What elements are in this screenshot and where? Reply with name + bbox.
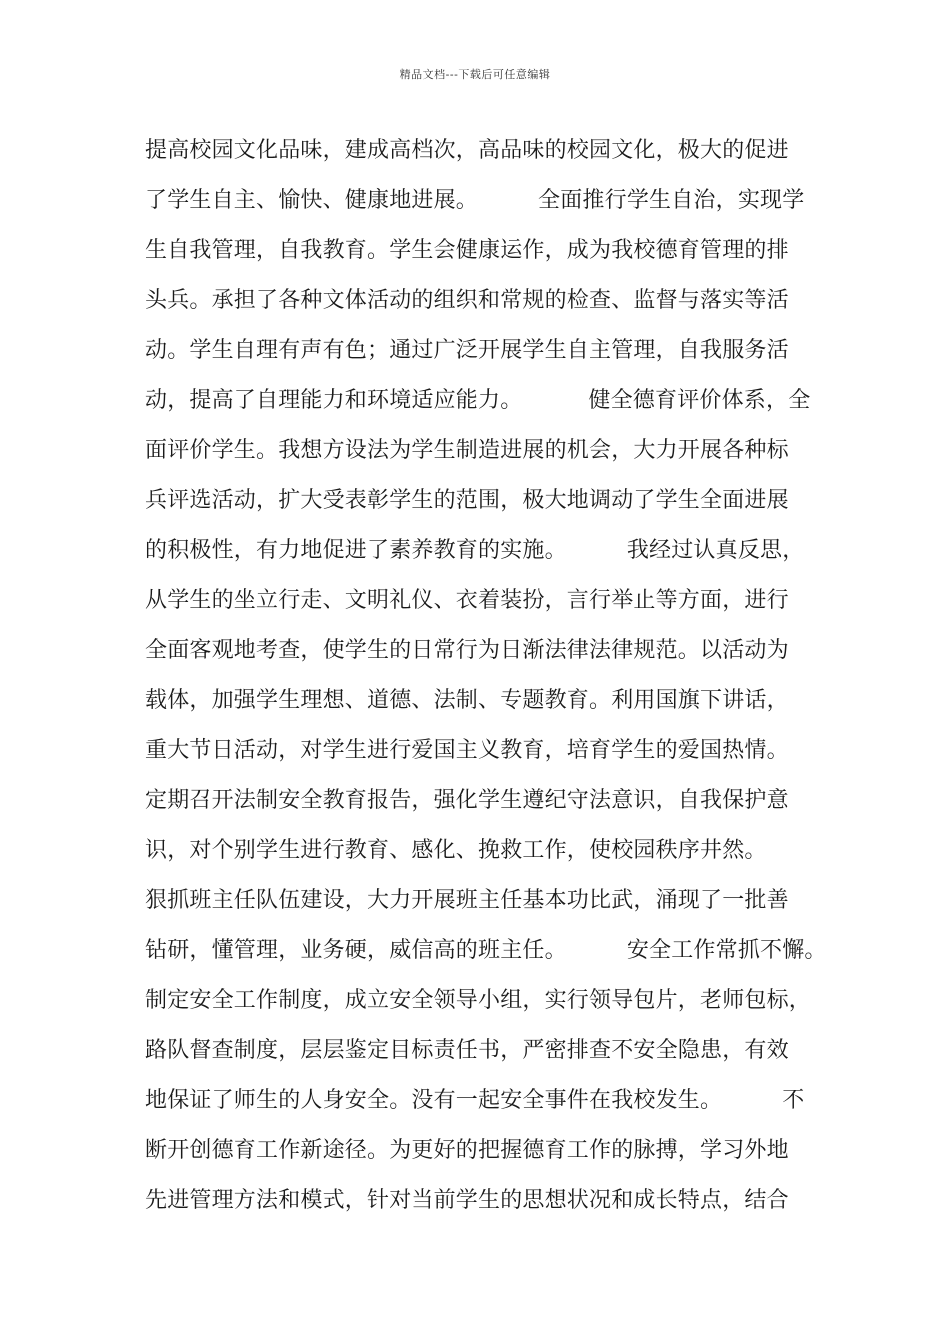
text-line: 狠抓班主任队伍建设，大力开展班主任基本功比武，涌现了一批善: [145, 888, 789, 913]
page-header: 精品文档---下载后可任意编辑: [399, 68, 551, 81]
document-body: [145, 126, 825, 1226]
text-line: 从学生的坐立行走、文明礼仪、衣着装扮，言行举止等方面，进行: [145, 588, 789, 613]
text-line: 的积极性，有力地促进了素养教育的实施。 我经过认真反思，: [145, 538, 805, 563]
text-line: 了学生自主、愉快、健康地进展。 全面推行学生自治，实现学: [145, 188, 805, 213]
text-line: 路队督查制度，层层鉴定目标责任书，严密排查不安全隐患，有效: [145, 1038, 789, 1063]
text-line: 动。学生自理有声有色；通过广泛开展学生自主管理，自我服务活: [145, 338, 789, 363]
text-line: 断开创德育工作新途径。为更好的把握德育工作的脉搏，学习外地: [145, 1138, 789, 1163]
text-line: 识，对个别学生进行教育、感化、挽救工作，使校园秩序井然。: [145, 838, 767, 863]
text-line: 地保证了师生的人身安全。没有一起安全事件在我校发生。 不: [145, 1088, 805, 1113]
text-line: 提高校园文化品味，建成高档次，高品味的校园文化，极大的促进: [145, 138, 789, 163]
text-line: 兵评选活动，扩大受表彰学生的范围，极大地调动了学生全面进展: [145, 488, 789, 513]
text-line: 重大节日活动，对学生进行爱国主义教育，培育学生的爱国热情。: [145, 738, 789, 763]
text-line: 定期召开法制安全教育报告，强化学生遵纪守法意识，自我保护意: [145, 788, 789, 813]
text-line: 制定安全工作制度，成立安全领导小组，实行领导包片，老师包标，: [145, 988, 812, 1013]
text-line: 先进管理方法和模式，针对当前学生的思想状况和成长特点，结合: [145, 1188, 789, 1213]
text-line: 头兵。承担了各种文体活动的组织和常规的检查、监督与落实等活: [145, 288, 789, 313]
text-line: 载体，加强学生理想、道德、法制、专题教育。利用国旗下讲话，: [145, 688, 789, 713]
text-line: 面评价学生。我想方设法为学生制造进展的机会，大力开展各种标: [145, 438, 789, 463]
text-line: 动，提高了自理能力和环境适应能力。 健全德育评价体系，全: [145, 388, 811, 413]
text-line: 生自我管理，自我教育。学生会健康运作，成为我校德育管理的排: [145, 238, 789, 263]
text-line: 全面客观地考查，使学生的日常行为日渐法律法律规范。以活动为: [145, 638, 789, 663]
text-line: 钻研，懂管理，业务硬，威信高的班主任。 安全工作常抓不懈。: [145, 938, 827, 963]
